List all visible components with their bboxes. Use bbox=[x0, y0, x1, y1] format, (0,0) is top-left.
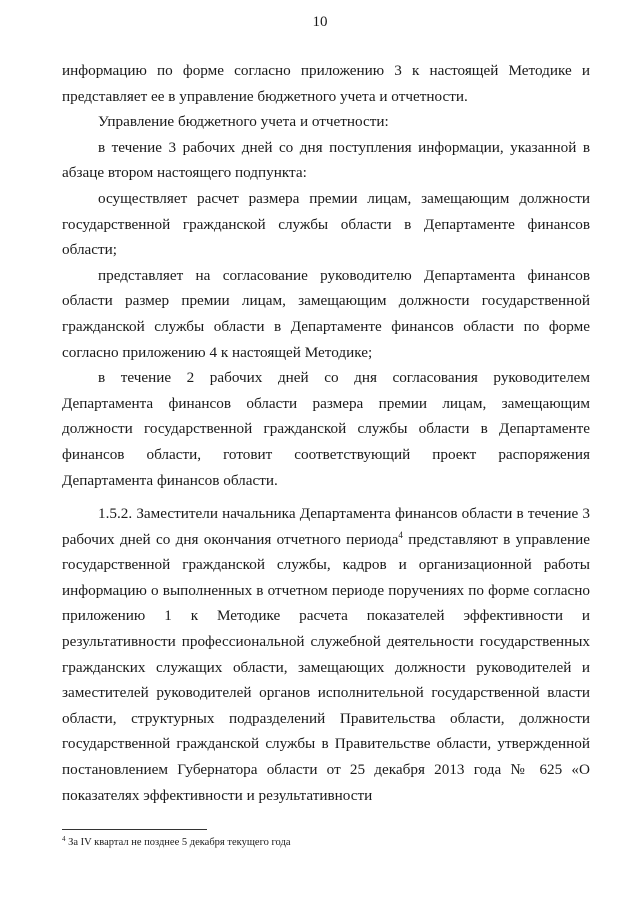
paragraph-1-5-2-rest: представляют в управление государственной гражданской службы, кадров и организационной работы информацию о выполненных в отчетном периоде поручениях по форме согласно приложению 1 к Методике расчета показателей эффективности и результативности профессиональной служебной деятельности государственных гражданских служащих области, замещающих должности руководителей и заместителей руководителей органов исполнительной государственной власти области, структурных подразделений Правительства области, должности государственной гражданской службы в Правительстве области, утвержденной постановлением Губернатора области от 25 декабря 2013 года № 625 «О показателях эффективности и результативности bbox=[62, 530, 590, 804]
paragraph: осуществляет расчет размера премии лицам, замещающим должности государственной гражданской службы области в Департаменте финансов области; bbox=[62, 189, 590, 259]
footnote-text: За IV квартал не позднее 5 декабря текущего года bbox=[68, 837, 291, 848]
paragraph-1-5-2 bbox=[62, 501, 590, 808]
paragraph: представляет на согласование руководителю Департамента финансов области размер премии лицам, замещающим должности государственной гражданской службы области в Департаменте финансов области по форме согласно приложению 4 к настоящей Методике; bbox=[62, 266, 590, 361]
paragraph-heading: Управление бюджетного учета и отчетности: bbox=[98, 113, 389, 131]
footnote bbox=[62, 836, 291, 850]
footnote-separator bbox=[62, 829, 207, 830]
footnote-reference: 4 bbox=[398, 529, 403, 540]
footnote-mark: 4 bbox=[62, 835, 66, 843]
page-number: 10 bbox=[312, 14, 328, 30]
paragraph-continuation: информацию по форме согласно приложению 3 к настоящей Методике и представляет ее в управление бюджетного учета и отчетности. bbox=[62, 62, 590, 105]
document-body bbox=[62, 58, 590, 808]
paragraph: в течение 3 рабочих дней со дня поступления информации, указанной в абзаце втором настоящего подпункта: bbox=[62, 138, 590, 182]
paragraph-1-5-2-start: 1.5.2. Заместители начальника Департамента финансов области в течение 3 рабочих дней со дня окончания отчетного периода bbox=[62, 505, 590, 548]
paragraph: в течение 2 рабочих дней со дня согласования руководителем Департамента финансов области размера премии лицам, замещающим должности государственной гражданской службы области в Департаменте финансов области, готовит соответствующий проект распоряжения Департамента финансов области. bbox=[62, 369, 590, 489]
